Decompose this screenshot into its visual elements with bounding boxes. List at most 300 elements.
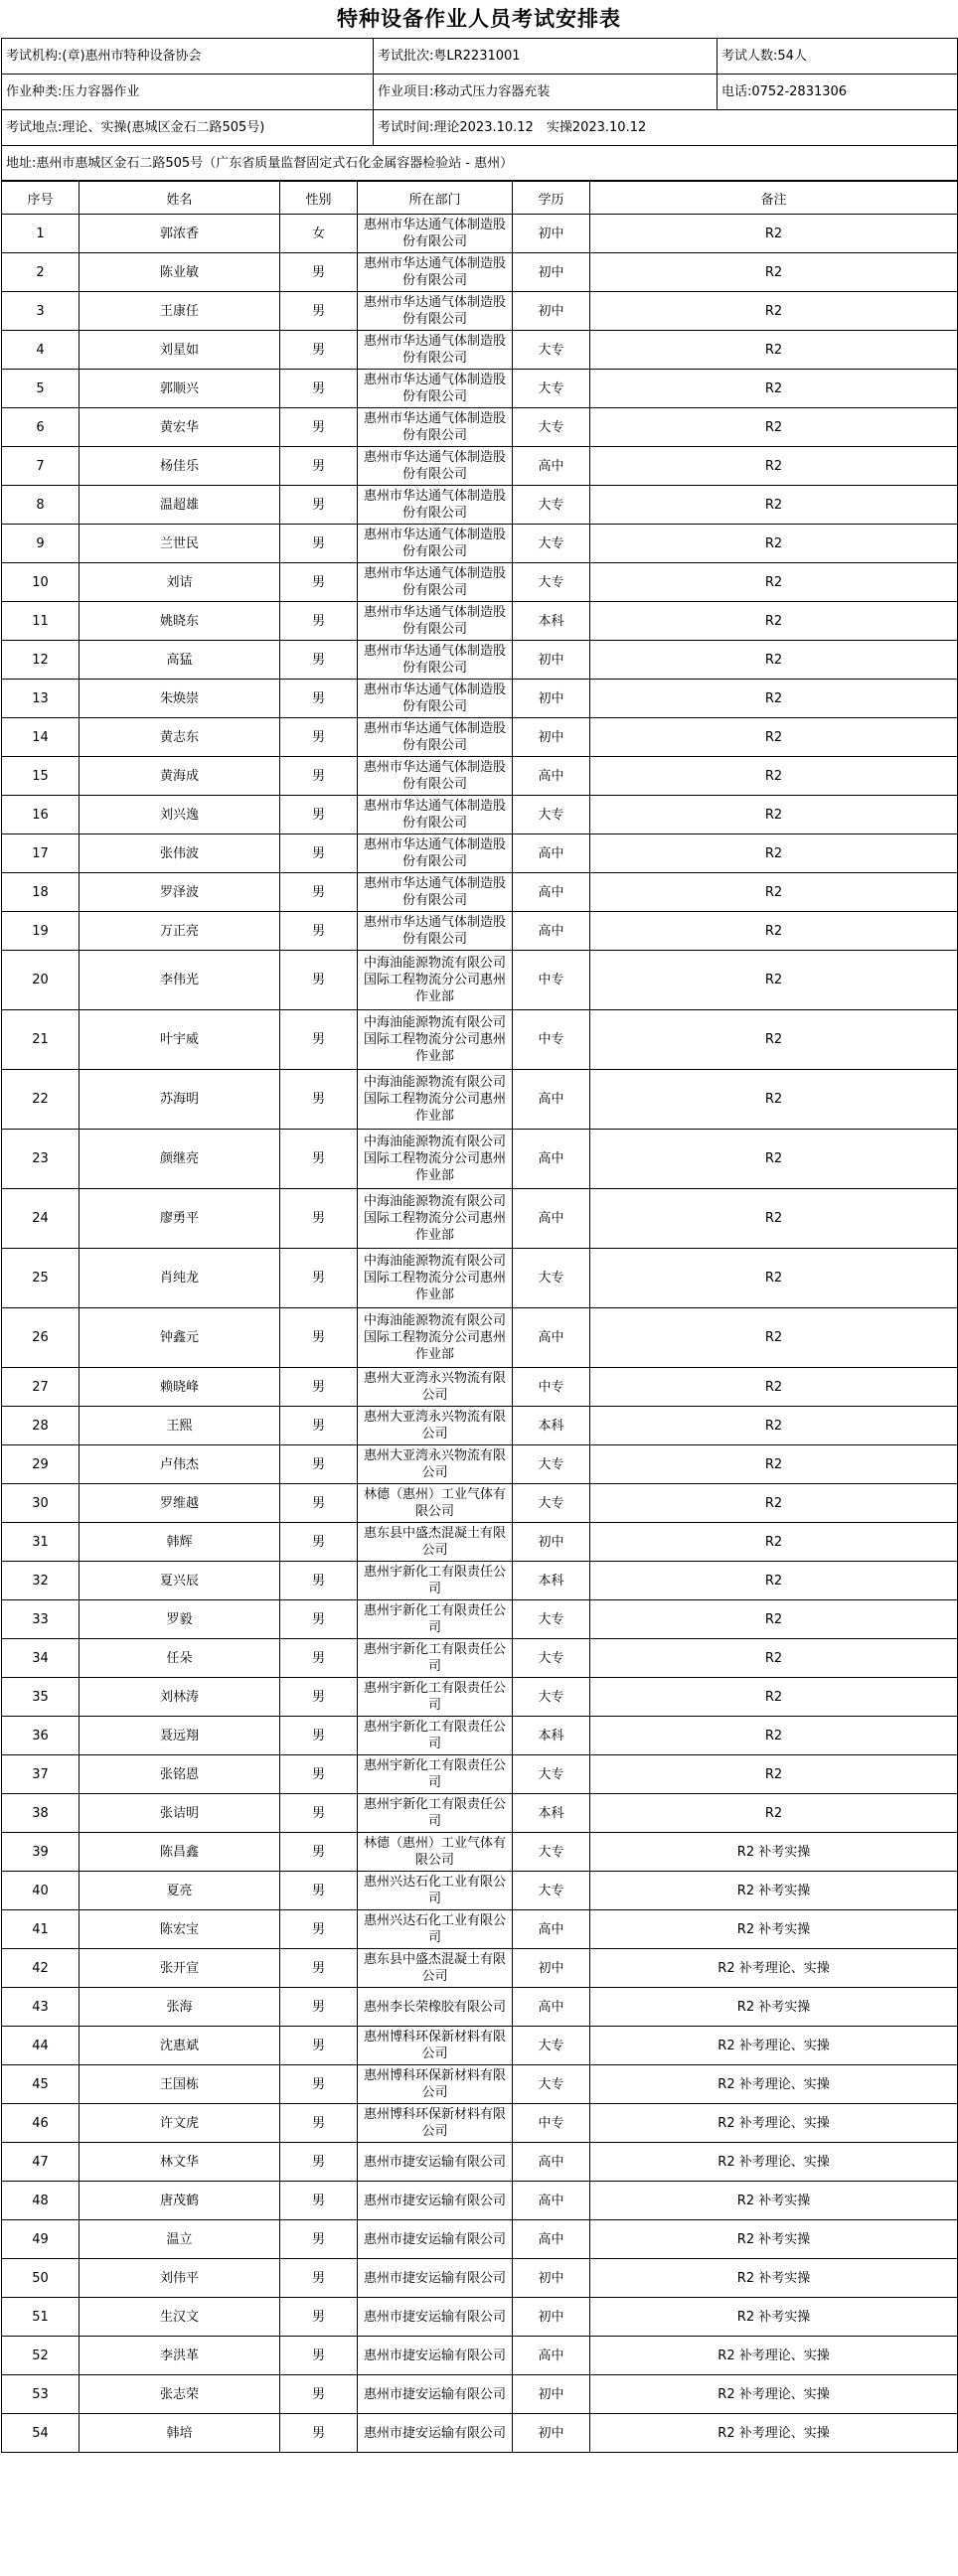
- row-gender: 男: [280, 1988, 358, 2027]
- row-department: 惠州市华达通气体制造股份有限公司: [358, 486, 513, 525]
- table-row: [2, 1639, 958, 1678]
- row-name: 杨佳乐: [80, 447, 280, 486]
- row-gender: 男: [280, 1949, 358, 1988]
- row-name: 刘兴逸: [80, 796, 280, 834]
- row-education: 高中: [513, 447, 590, 486]
- row-seq: 54: [2, 2414, 80, 2453]
- row-seq: 48: [2, 2182, 80, 2220]
- row-department: 惠州大亚湾永兴物流有限公司: [358, 1368, 513, 1407]
- row-seq: 45: [2, 2065, 80, 2104]
- row-department: 惠州宇新化工有限责任公司: [358, 1678, 513, 1717]
- row-department: 惠州市华达通气体制造股份有限公司: [358, 680, 513, 718]
- row-remarks: R2: [590, 331, 958, 370]
- row-education: 初中: [513, 1949, 590, 1988]
- row-department: 惠州宇新化工有限责任公司: [358, 1794, 513, 1833]
- row-remarks: R2: [590, 1484, 958, 1523]
- row-seq: 44: [2, 2027, 80, 2065]
- row-name: 黄志东: [80, 718, 280, 757]
- row-gender: 男: [280, 563, 358, 602]
- row-education: 本科: [513, 1794, 590, 1833]
- table-row: [2, 2298, 958, 2337]
- row-gender: 男: [280, 1600, 358, 1639]
- row-education: 大专: [513, 1445, 590, 1484]
- row-gender: 男: [280, 1407, 358, 1445]
- table-row: [2, 2337, 958, 2375]
- row-remarks: R2 补考实操: [590, 2298, 958, 2337]
- row-gender: 男: [280, 2259, 358, 2298]
- row-education: 高中: [513, 1988, 590, 2027]
- row-name: 罗维越: [80, 1484, 280, 1523]
- row-name: 卢伟杰: [80, 1445, 280, 1484]
- info-row: [2, 39, 958, 75]
- table-row: [2, 2065, 958, 2104]
- table-row: [2, 1070, 958, 1130]
- row-remarks: R2: [590, 292, 958, 331]
- row-name: 张铭恩: [80, 1755, 280, 1794]
- row-name: 万正亮: [80, 912, 280, 951]
- row-education: 大专: [513, 1639, 590, 1678]
- row-education: 高中: [513, 1910, 590, 1949]
- row-seq: 8: [2, 486, 80, 525]
- row-gender: 男: [280, 912, 358, 951]
- row-education: 高中: [513, 2182, 590, 2220]
- table-row: [2, 1484, 958, 1523]
- row-education: 初中: [513, 2414, 590, 2453]
- header-education: 学历: [513, 182, 590, 215]
- row-education: 高中: [513, 1070, 590, 1130]
- row-education: 大专: [513, 2065, 590, 2104]
- row-seq: 2: [2, 253, 80, 292]
- row-remarks: R2: [590, 718, 958, 757]
- row-education: 大专: [513, 1484, 590, 1523]
- row-remarks: R2: [590, 1249, 958, 1308]
- row-remarks: R2 补考理论、实操: [590, 1949, 958, 1988]
- table-row: [2, 525, 958, 563]
- row-seq: 11: [2, 602, 80, 641]
- row-gender: 男: [280, 2027, 358, 2065]
- row-education: 大专: [513, 370, 590, 408]
- row-education: 高中: [513, 1189, 590, 1249]
- row-seq: 27: [2, 1368, 80, 1407]
- row-name: 李洪革: [80, 2337, 280, 2375]
- table-row: [2, 1249, 958, 1308]
- candidate-rows: [2, 215, 958, 2453]
- row-remarks: R2 补考理论、实操: [590, 2065, 958, 2104]
- row-name: 夏兴辰: [80, 1562, 280, 1600]
- row-gender: 女: [280, 215, 358, 253]
- row-name: 韩培: [80, 2414, 280, 2453]
- row-gender: 男: [280, 951, 358, 1010]
- row-gender: 男: [280, 1484, 358, 1523]
- row-name: 张诘明: [80, 1794, 280, 1833]
- row-department: 惠州市华达通气体制造股份有限公司: [358, 215, 513, 253]
- table-row: [2, 370, 958, 408]
- row-seq: 10: [2, 563, 80, 602]
- row-gender: 男: [280, 834, 358, 873]
- row-gender: 男: [280, 253, 358, 292]
- row-name: 沈惠斌: [80, 2027, 280, 2065]
- row-remarks: R2: [590, 563, 958, 602]
- row-remarks: R2 补考实操: [590, 2259, 958, 2298]
- exam-count: 考试人数:54人: [718, 39, 958, 75]
- row-name: 罗泽波: [80, 873, 280, 912]
- row-name: 刘林涛: [80, 1678, 280, 1717]
- row-remarks: R2: [590, 951, 958, 1010]
- row-department: 惠州宇新化工有限责任公司: [358, 1600, 513, 1639]
- row-remarks: R2 补考理论、实操: [590, 2027, 958, 2065]
- row-gender: 男: [280, 1678, 358, 1717]
- row-department: 惠州宇新化工有限责任公司: [358, 1562, 513, 1600]
- row-education: 初中: [513, 292, 590, 331]
- row-seq: 1: [2, 215, 80, 253]
- row-department: 惠州市华达通气体制造股份有限公司: [358, 873, 513, 912]
- row-seq: 14: [2, 718, 80, 757]
- table-row: [2, 2375, 958, 2414]
- row-gender: 男: [280, 1639, 358, 1678]
- row-remarks: R2: [590, 447, 958, 486]
- row-remarks: R2: [590, 1717, 958, 1755]
- row-education: 初中: [513, 641, 590, 680]
- row-seq: 18: [2, 873, 80, 912]
- row-department: 林德（惠州）工业气体有限公司: [358, 1484, 513, 1523]
- row-education: 高中: [513, 834, 590, 873]
- row-remarks: R2 补考实操: [590, 1833, 958, 1872]
- header-name: 姓名: [80, 182, 280, 215]
- row-name: 王国栋: [80, 2065, 280, 2104]
- row-gender: 男: [280, 1445, 358, 1484]
- row-seq: 31: [2, 1523, 80, 1562]
- table-row: [2, 1949, 958, 1988]
- row-department: 惠州市华达通气体制造股份有限公司: [358, 370, 513, 408]
- row-seq: 29: [2, 1445, 80, 1484]
- row-gender: 男: [280, 873, 358, 912]
- row-department: 中海油能源物流有限公司国际工程物流分公司惠州作业部: [358, 1249, 513, 1308]
- row-department: 惠州市华达通气体制造股份有限公司: [358, 602, 513, 641]
- row-remarks: R2: [590, 253, 958, 292]
- row-gender: 男: [280, 2298, 358, 2337]
- info-row: [2, 146, 958, 181]
- row-gender: 男: [280, 1833, 358, 1872]
- row-education: 中专: [513, 951, 590, 1010]
- table-row: [2, 602, 958, 641]
- row-name: 颜继亮: [80, 1130, 280, 1189]
- row-name: 肖纯龙: [80, 1249, 280, 1308]
- row-seq: 42: [2, 1949, 80, 1988]
- row-department: 惠州李长荣橡胶有限公司: [358, 1988, 513, 2027]
- table-row: [2, 292, 958, 331]
- row-remarks: R2: [590, 912, 958, 951]
- table-row: [2, 1189, 958, 1249]
- row-seq: 28: [2, 1407, 80, 1445]
- row-name: 陈业敏: [80, 253, 280, 292]
- row-gender: 男: [280, 2375, 358, 2414]
- row-department: 惠州兴达石化工业有限公司: [358, 1872, 513, 1910]
- info-row: [2, 110, 958, 146]
- row-gender: 男: [280, 2065, 358, 2104]
- row-education: 初中: [513, 1523, 590, 1562]
- row-department: 中海油能源物流有限公司国际工程物流分公司惠州作业部: [358, 1308, 513, 1368]
- row-gender: 男: [280, 1523, 358, 1562]
- table-row: [2, 1988, 958, 2027]
- row-remarks: R2: [590, 1639, 958, 1678]
- row-department: 惠州市华达通气体制造股份有限公司: [358, 563, 513, 602]
- table-row: [2, 1600, 958, 1639]
- row-gender: 男: [280, 1249, 358, 1308]
- row-department: 惠州市捷安运输有限公司: [358, 2143, 513, 2182]
- row-name: 张开宣: [80, 1949, 280, 1988]
- contact-phone: 电话:0752-2831306: [718, 75, 958, 110]
- row-remarks: R2: [590, 486, 958, 525]
- row-gender: 男: [280, 1562, 358, 1600]
- row-gender: 男: [280, 1910, 358, 1949]
- row-gender: 男: [280, 486, 358, 525]
- row-remarks: R2: [590, 1368, 958, 1407]
- row-seq: 36: [2, 1717, 80, 1755]
- row-name: 高猛: [80, 641, 280, 680]
- row-remarks: R2 补考理论、实操: [590, 2104, 958, 2143]
- row-seq: 19: [2, 912, 80, 951]
- row-gender: 男: [280, 1070, 358, 1130]
- table-row: [2, 1407, 958, 1445]
- row-name: 温立: [80, 2220, 280, 2259]
- row-name: 陈宏宝: [80, 1910, 280, 1949]
- row-education: 初中: [513, 2259, 590, 2298]
- row-seq: 4: [2, 331, 80, 370]
- row-education: 初中: [513, 718, 590, 757]
- row-department: 中海油能源物流有限公司国际工程物流分公司惠州作业部: [358, 951, 513, 1010]
- table-row: [2, 912, 958, 951]
- row-gender: 男: [280, 408, 358, 447]
- row-remarks: R2: [590, 796, 958, 834]
- row-gender: 男: [280, 641, 358, 680]
- row-remarks: R2: [590, 1755, 958, 1794]
- table-row: [2, 1368, 958, 1407]
- table-row: [2, 1562, 958, 1600]
- row-education: 高中: [513, 2143, 590, 2182]
- row-name: 许文虎: [80, 2104, 280, 2143]
- table-row: [2, 1308, 958, 1368]
- table-row: [2, 215, 958, 253]
- row-department: 惠州市捷安运输有限公司: [358, 2375, 513, 2414]
- row-remarks: R2 补考实操: [590, 1988, 958, 2027]
- row-seq: 34: [2, 1639, 80, 1678]
- row-seq: 41: [2, 1910, 80, 1949]
- table-row: [2, 1130, 958, 1189]
- row-seq: 21: [2, 1010, 80, 1070]
- row-department: 惠州市华达通气体制造股份有限公司: [358, 253, 513, 292]
- row-name: 朱焕崇: [80, 680, 280, 718]
- header-gender: 性别: [280, 182, 358, 215]
- row-department: 惠州市华达通气体制造股份有限公司: [358, 331, 513, 370]
- row-remarks: R2 补考实操: [590, 2182, 958, 2220]
- row-name: 夏亮: [80, 1872, 280, 1910]
- row-seq: 40: [2, 1872, 80, 1910]
- row-name: 张伟波: [80, 834, 280, 873]
- table-row: [2, 1794, 958, 1833]
- exam-org: 考试机构:(章)惠州市特种设备协会: [2, 39, 374, 75]
- row-department: 中海油能源物流有限公司国际工程物流分公司惠州作业部: [358, 1070, 513, 1130]
- row-gender: 男: [280, 1717, 358, 1755]
- row-name: 叶宇威: [80, 1010, 280, 1070]
- row-remarks: R2 补考实操: [590, 1872, 958, 1910]
- table-row: [2, 1717, 958, 1755]
- row-gender: 男: [280, 447, 358, 486]
- table-row: [2, 447, 958, 486]
- row-education: 大专: [513, 1600, 590, 1639]
- row-seq: 20: [2, 951, 80, 1010]
- row-gender: 男: [280, 602, 358, 641]
- table-row: [2, 2143, 958, 2182]
- row-education: 初中: [513, 2298, 590, 2337]
- row-education: 大专: [513, 1755, 590, 1794]
- row-education: 本科: [513, 1562, 590, 1600]
- row-gender: 男: [280, 718, 358, 757]
- table-header-row: [2, 182, 958, 215]
- row-department: 惠州市捷安运输有限公司: [358, 2298, 513, 2337]
- row-department: 惠东县中盛杰混凝土有限公司: [358, 1949, 513, 1988]
- row-seq: 43: [2, 1988, 80, 2027]
- table-row: [2, 253, 958, 292]
- row-remarks: R2 补考理论、实操: [590, 2375, 958, 2414]
- table-row: [2, 757, 958, 796]
- row-education: 本科: [513, 1407, 590, 1445]
- row-seq: 7: [2, 447, 80, 486]
- row-name: 张志荣: [80, 2375, 280, 2414]
- row-name: 张海: [80, 1988, 280, 2027]
- row-gender: 男: [280, 2220, 358, 2259]
- row-seq: 52: [2, 2337, 80, 2375]
- row-education: 本科: [513, 1717, 590, 1755]
- row-gender: 男: [280, 2143, 358, 2182]
- table-row: [2, 951, 958, 1010]
- exam-address: 地址:惠州市惠城区金石二路505号（广东省质量监督固定式石化金属容器检验站 - 惠州）: [2, 146, 958, 181]
- row-department: 惠州市华达通气体制造股份有限公司: [358, 912, 513, 951]
- row-department: 惠州市捷安运输有限公司: [358, 2414, 513, 2453]
- row-remarks: R2: [590, 1678, 958, 1717]
- row-education: 大专: [513, 1678, 590, 1717]
- table-row: [2, 680, 958, 718]
- row-gender: 男: [280, 2182, 358, 2220]
- row-seq: 17: [2, 834, 80, 873]
- table-row: [2, 1833, 958, 1872]
- exam-time: 考试时间:理论2023.10.12 实操2023.10.12: [374, 110, 958, 146]
- row-department: 惠州宇新化工有限责任公司: [358, 1639, 513, 1678]
- row-remarks: R2: [590, 1523, 958, 1562]
- row-department: 中海油能源物流有限公司国际工程物流分公司惠州作业部: [358, 1189, 513, 1249]
- table-row: [2, 718, 958, 757]
- row-education: 高中: [513, 757, 590, 796]
- row-name: 王康任: [80, 292, 280, 331]
- row-name: 赖晓峰: [80, 1368, 280, 1407]
- table-row: [2, 796, 958, 834]
- table-row: [2, 1523, 958, 1562]
- row-seq: 37: [2, 1755, 80, 1794]
- row-gender: 男: [280, 2414, 358, 2453]
- info-table: [1, 38, 958, 181]
- row-department: 中海油能源物流有限公司国际工程物流分公司惠州作业部: [358, 1010, 513, 1070]
- row-seq: 13: [2, 680, 80, 718]
- row-department: 惠州市华达通气体制造股份有限公司: [358, 796, 513, 834]
- row-department: 林德（惠州）工业气体有限公司: [358, 1833, 513, 1872]
- row-name: 唐茂鹤: [80, 2182, 280, 2220]
- table-row: [2, 2104, 958, 2143]
- row-name: 黄宏华: [80, 408, 280, 447]
- row-seq: 6: [2, 408, 80, 447]
- table-row: [2, 408, 958, 447]
- row-education: 大专: [513, 1249, 590, 1308]
- row-remarks: R2: [590, 1010, 958, 1070]
- row-remarks: R2: [590, 370, 958, 408]
- row-department: 中海油能源物流有限公司国际工程物流分公司惠州作业部: [358, 1130, 513, 1189]
- row-education: 中专: [513, 1368, 590, 1407]
- row-gender: 男: [280, 1010, 358, 1070]
- row-name: 兰世民: [80, 525, 280, 563]
- row-gender: 男: [280, 1755, 358, 1794]
- row-name: 黄海成: [80, 757, 280, 796]
- row-remarks: R2: [590, 602, 958, 641]
- row-name: 任朵: [80, 1639, 280, 1678]
- row-seq: 24: [2, 1189, 80, 1249]
- table-row: [2, 331, 958, 370]
- row-seq: 22: [2, 1070, 80, 1130]
- row-gender: 男: [280, 796, 358, 834]
- row-name: 郭浓香: [80, 215, 280, 253]
- row-name: 李伟光: [80, 951, 280, 1010]
- row-department: 惠州市华达通气体制造股份有限公司: [358, 447, 513, 486]
- row-education: 初中: [513, 2375, 590, 2414]
- row-remarks: R2 补考实操: [590, 2220, 958, 2259]
- row-name: 苏海明: [80, 1070, 280, 1130]
- row-seq: 53: [2, 2375, 80, 2414]
- row-remarks: R2: [590, 834, 958, 873]
- table-row: [2, 1445, 958, 1484]
- row-education: 本科: [513, 602, 590, 641]
- row-name: 刘诘: [80, 563, 280, 602]
- header-department: 所在部门: [358, 182, 513, 215]
- row-remarks: R2 补考实操: [590, 1910, 958, 1949]
- row-name: 韩辉: [80, 1523, 280, 1562]
- row-seq: 3: [2, 292, 80, 331]
- row-remarks: R2 补考理论、实操: [590, 2414, 958, 2453]
- row-education: 大专: [513, 2027, 590, 2065]
- row-gender: 男: [280, 331, 358, 370]
- table-row: [2, 486, 958, 525]
- row-seq: 39: [2, 1833, 80, 1872]
- row-department: 惠州博科环保新材料有限公司: [358, 2104, 513, 2143]
- row-remarks: R2: [590, 525, 958, 563]
- row-education: 初中: [513, 215, 590, 253]
- table-row: [2, 2182, 958, 2220]
- table-row: [2, 1678, 958, 1717]
- row-gender: 男: [280, 2337, 358, 2375]
- row-remarks: R2: [590, 408, 958, 447]
- row-gender: 男: [280, 1308, 358, 1368]
- row-education: 大专: [513, 331, 590, 370]
- row-name: 温超雄: [80, 486, 280, 525]
- row-name: 陈昌鑫: [80, 1833, 280, 1872]
- row-department: 惠州宇新化工有限责任公司: [358, 1755, 513, 1794]
- row-seq: 32: [2, 1562, 80, 1600]
- row-name: 姚晓东: [80, 602, 280, 641]
- row-department: 惠州市华达通气体制造股份有限公司: [358, 641, 513, 680]
- row-department: 惠州市华达通气体制造股份有限公司: [358, 757, 513, 796]
- table-row: [2, 2414, 958, 2453]
- row-seq: 47: [2, 2143, 80, 2182]
- table-row: [2, 2220, 958, 2259]
- row-name: 郭顺兴: [80, 370, 280, 408]
- row-remarks: R2 补考理论、实操: [590, 2143, 958, 2182]
- row-gender: 男: [280, 370, 358, 408]
